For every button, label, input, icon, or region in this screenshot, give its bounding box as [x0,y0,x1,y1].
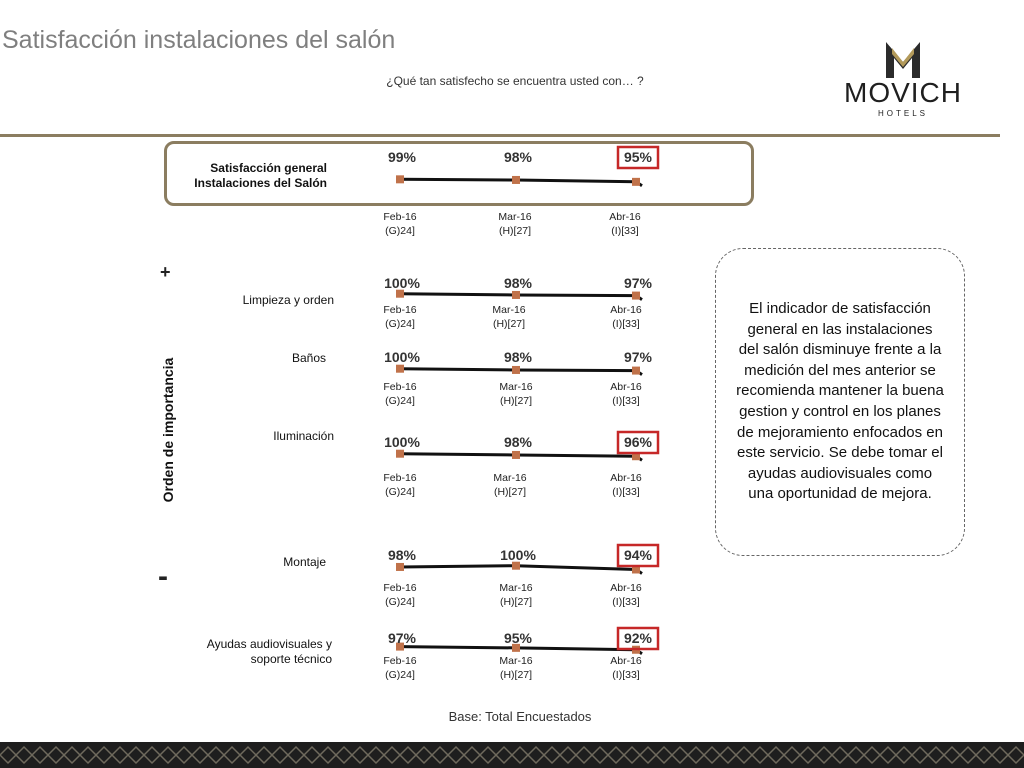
period-label-general-1: Mar-16 [498,211,532,223]
period-base-general-2: (I)[33] [611,225,639,237]
period-label-banos-0: Feb-16 [383,381,417,393]
axis-label-text: Orden de importancia [160,357,176,503]
period-label-limpieza-0: Feb-16 [383,304,417,316]
period-label-banos-2: Abr-16 [610,381,642,393]
period-base-iluminacion-1: (H)[27] [493,486,527,498]
logo-brand: MOVICH [844,77,962,108]
period-base-banos-0: (G)24] [385,395,415,407]
series-line-banos [400,369,642,375]
base-note: Base: Total Encuestados [448,709,592,724]
marker-general-0 [396,175,404,183]
row-label-iluminacion: Iluminación [273,429,334,443]
data-label-limpieza-1: 98% [503,275,533,291]
period-base-montaje-2: (I)[33] [612,596,640,608]
question-subtitle: ¿Qué tan satisfecho se encuentra usted con… ? [386,74,644,88]
period-label-limpieza-2: Abr-16 [610,304,642,316]
marker-banos-0 [396,365,404,373]
marker-montaje-0 [396,563,404,571]
data-label-iluminacion-1: 98% [503,434,533,450]
data-label-banos-0: 100% [384,349,420,365]
series-line-ayudas [400,647,642,654]
period-label-general-2: Abr-16 [609,211,641,223]
marker-limpieza-2 [632,292,640,300]
period-base-ayudas-2: (I)[33] [612,669,640,681]
footer-pattern-band [0,742,1024,768]
period-label-ayudas-1: Mar-16 [499,655,533,667]
row-label-limpieza: Limpieza y orden [242,293,334,307]
marker-banos-2 [632,367,640,375]
data-label-banos-1: 98% [503,349,533,365]
period-label-montaje-0: Feb-16 [383,582,417,594]
series-line-limpieza [400,294,642,300]
marker-iluminacion-1 [512,451,520,459]
period-label-ayudas-2: Abr-16 [610,655,642,667]
period-base-iluminacion-2: (I)[33] [612,486,640,498]
row-label-montaje: Montaje [283,555,326,569]
period-base-ayudas-0: (G)24] [385,669,415,681]
series-line-general [400,179,642,186]
data-label-ayudas-2: 92% [623,630,653,646]
marker-iluminacion-0 [396,450,404,458]
series-line-iluminacion [400,454,642,461]
data-label-ayudas-1: 95% [503,630,533,646]
period-label-montaje-2: Abr-16 [610,582,642,594]
row-label-ayudas: soporte técnico [250,652,332,666]
period-base-limpieza-2: (I)[33] [612,318,640,330]
importance-plus-sign: + [160,262,171,282]
importance-axis-label [155,355,181,505]
data-label-general-1: 98% [503,149,533,165]
data-label-limpieza-2: 97% [623,275,653,291]
data-label-general-0: 99% [387,149,417,165]
row-label-ayudas: Ayudas audiovisuales y [206,637,332,651]
marker-general-2 [632,178,640,186]
period-base-montaje-1: (H)[27] [499,596,533,608]
period-label-iluminacion-1: Mar-16 [493,472,527,484]
period-base-limpieza-0: (G)24] [385,318,415,330]
marker-limpieza-1 [512,291,520,299]
period-label-iluminacion-0: Feb-16 [383,472,417,484]
logo-tagline: HOTELS [877,109,929,118]
period-base-general-1: (H)[27] [498,225,532,237]
period-label-iluminacion-2: Abr-16 [610,472,642,484]
period-base-banos-1: (H)[27] [499,395,533,407]
period-label-montaje-1: Mar-16 [499,582,533,594]
data-label-montaje-1: 100% [500,547,536,563]
period-label-banos-1: Mar-16 [499,381,533,393]
period-base-iluminacion-0: (G)24] [385,486,415,498]
period-label-ayudas-0: Feb-16 [383,655,417,667]
insight-note-box [715,248,965,556]
data-label-ayudas-0: 97% [387,630,417,646]
row-label-general: Satisfacción general [210,161,327,175]
importance-minus-sign: - [158,560,168,593]
data-label-iluminacion-2: 96% [623,434,653,450]
data-label-montaje-2: 94% [623,547,653,563]
data-label-general-2: 95% [623,149,653,165]
page-title: Satisfacción instalaciones del salón [2,26,396,54]
data-label-limpieza-0: 100% [384,275,420,291]
data-label-iluminacion-0: 100% [384,434,420,450]
row-label-general: Instalaciones del Salón [194,176,327,190]
data-label-montaje-0: 98% [387,547,417,563]
marker-banos-1 [512,366,520,374]
period-base-limpieza-1: (H)[27] [492,318,526,330]
marker-general-1 [512,176,520,184]
insight-note-text: El indicador de satisfacción general en las instalaciones del salón disminuye frente a la medición del mes anterior se recomienda mantener la buena gestion y control en los planes de mejoramiento enfocados en este servicio. Se debe tomar el ayudas audiovisuales como una oportunidad de mejora. [736,300,944,503]
period-label-limpieza-1: Mar-16 [492,304,526,316]
row-label-banos: Baños [291,351,326,365]
period-base-ayudas-1: (H)[27] [499,669,533,681]
data-label-banos-2: 97% [623,349,653,365]
period-base-banos-2: (I)[33] [612,395,640,407]
series-line-montaje [400,566,642,574]
period-base-montaje-0: (G)24] [385,596,415,608]
period-label-general-0: Feb-16 [383,211,417,223]
period-base-general-0: (G)24] [385,225,415,237]
